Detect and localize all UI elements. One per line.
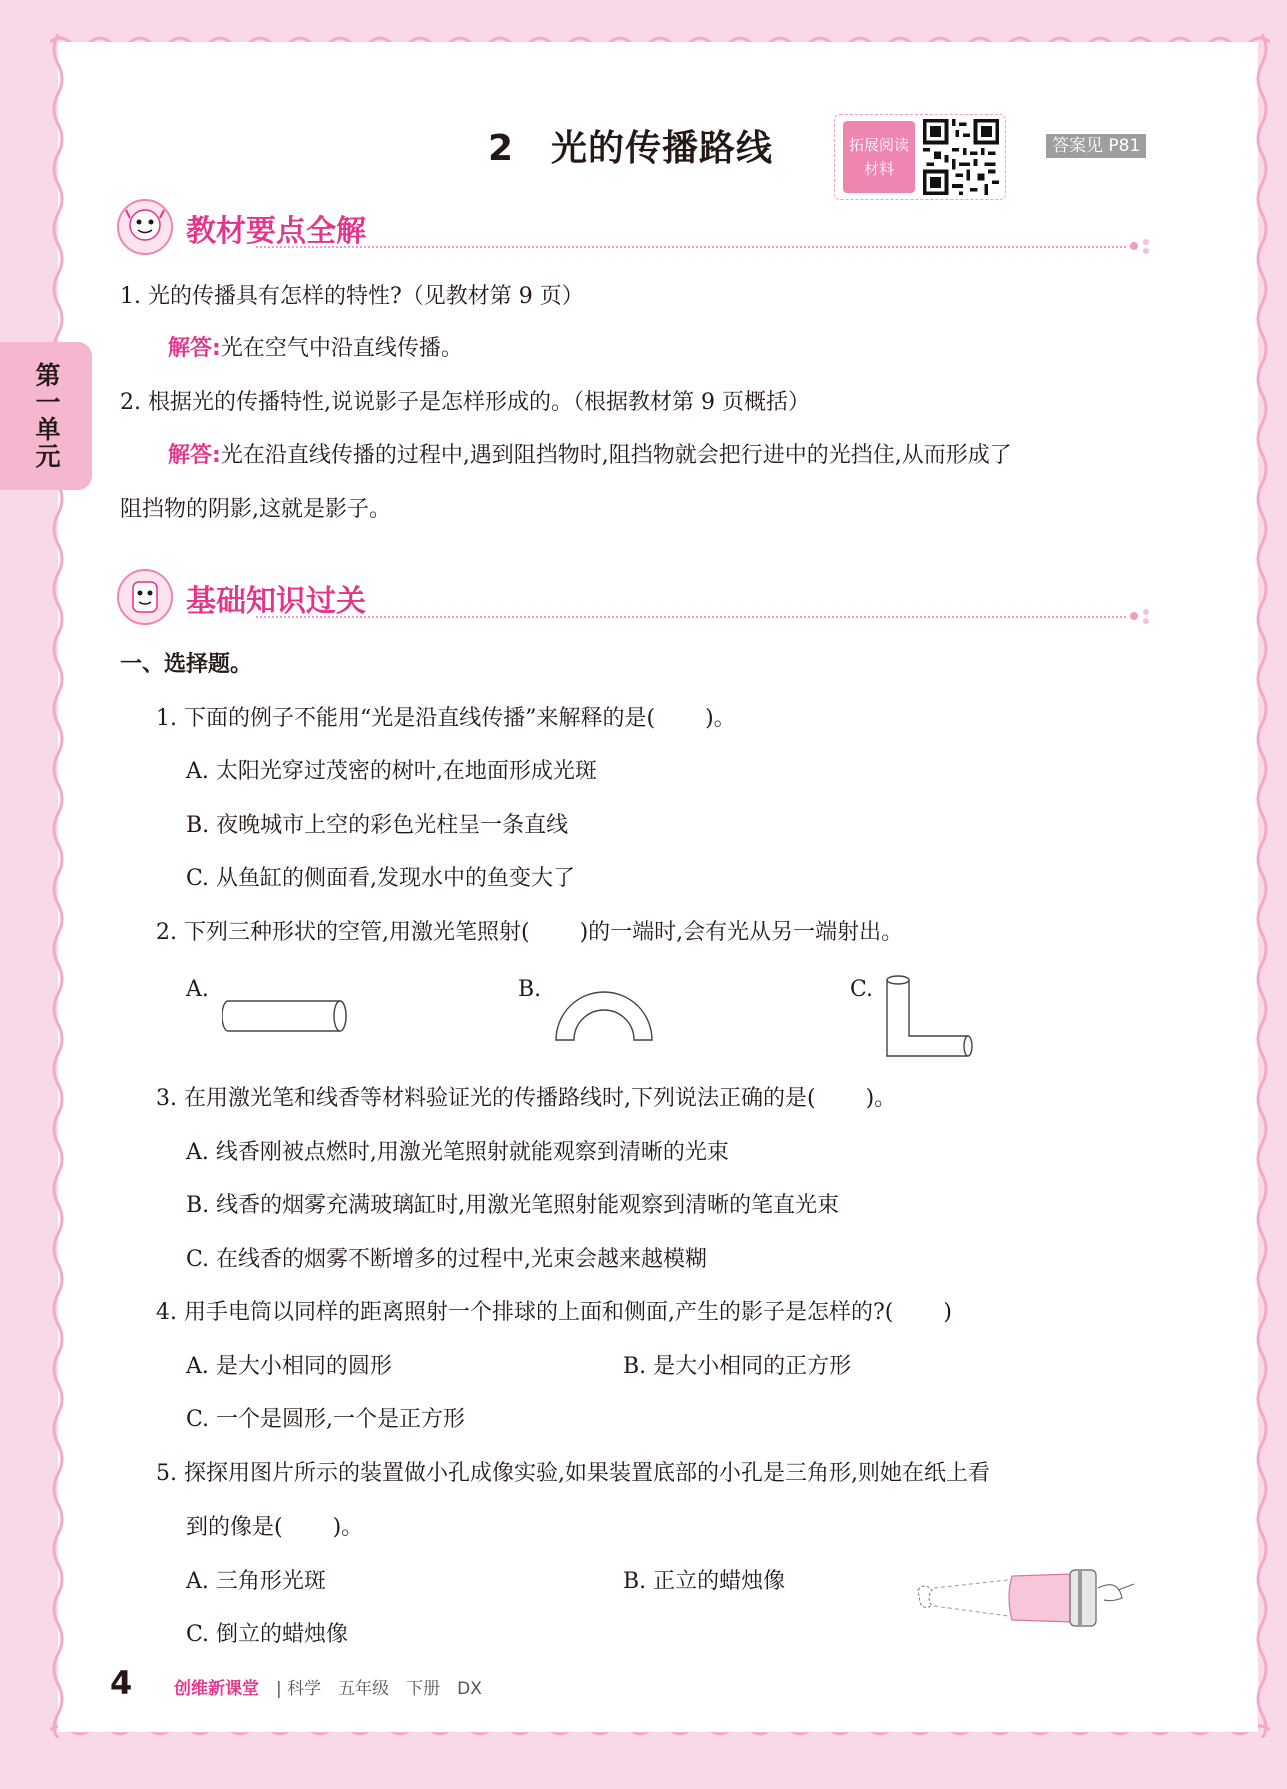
curved-tube-figure [552,988,656,1044]
answer-text: 光在空气中沿直线传播。 [220,336,463,361]
cartoon-mascot-icon [116,198,174,256]
question-1-stem [156,704,736,734]
answer-label: 解答: [168,443,221,468]
unit-tab-label: 第一单元 [32,362,61,470]
question-stem-text: 1. 下面的例子不能用“光是沿直线传播”来解释的是( [156,706,656,731]
page-border-right [1254,34,1270,1738]
section1-title: 教材要点全解 [186,214,366,249]
q5-option-a[interactable]: A. 三角形光斑 [186,1569,326,1594]
question-stem-text: 3. 在用激光笔和线香等材料验证光的传播路线时,下列说法正确的是( [156,1086,816,1111]
unit-tab[interactable] [0,342,92,490]
pinhole-camera-figure [912,1560,1140,1636]
question-4-stem [156,1298,952,1328]
answer-text: 光在沿直线传播的过程中,遇到阻挡物时,阻挡物就会把行进中的光挡住,从而形成了 [220,443,1012,468]
question-stem-text: 4. 用手电筒以同样的距离照射一个排球的上面和侧面,产生的影子是怎样的?( [156,1300,894,1325]
q3-option-b[interactable]: B. 线香的烟雾充满玻璃缸时,用激光笔照射能观察到清晰的笔直光束 [186,1193,840,1218]
decorative-dots-icon [1128,236,1158,256]
q4-option-c[interactable]: C. 一个是圆形,一个是正方形 [186,1407,466,1432]
s1-question-1: 1. 光的传播具有怎样的特性?（见教材第 9 页） [120,284,584,309]
s1-question-2: 2. 根据光的传播特性,说说影子是怎样形成的。（根据教材第 9 页概括） [120,390,810,415]
q5-option-b[interactable]: B. 正立的蜡烛像 [623,1569,786,1594]
question-2-stem [156,918,903,948]
extended-reading-line2: 材料 [863,160,894,178]
answer-reference-badge: 答案见 P81 [1046,134,1146,158]
section2-title: 基础知识过关 [186,584,366,619]
page-border-left [50,34,66,1738]
footer-subtitle: | 科学 五年级 下册 DX [276,1679,482,1699]
answer-label: 解答: [168,336,221,361]
q5-option-c[interactable]: C. 倒立的蜡烛像 [186,1622,349,1647]
question-5-stem-cont [186,1513,363,1543]
question-stem-end: )的一端时,会有光从另一端射出。 [579,920,904,945]
q1-option-a[interactable]: A. 太阳光穿过茂密的树叶,在地面形成光斑 [186,759,597,784]
l-shaped-tube-figure [880,972,976,1062]
s1-answer-1 [168,334,463,364]
section2-divider [256,616,1126,618]
q3-option-a[interactable]: A. 线香刚被点燃时,用激光笔照射就能观察到清晰的光束 [186,1140,729,1165]
page-number: 4 [110,1664,133,1702]
q4-option-a[interactable]: A. 是大小相同的圆形 [186,1354,392,1379]
q3-option-c[interactable]: C. 在线香的烟雾不断增多的过程中,光束会越来越模糊 [186,1247,708,1272]
extended-reading-line1: 拓展阅读 [848,136,909,154]
q1-option-c[interactable]: C. 从鱼缸的侧面看,发现水中的鱼变大了 [186,866,576,891]
part-heading: 一、选择题。 [120,652,253,677]
q4-option-b[interactable]: B. 是大小相同的正方形 [623,1354,852,1379]
q2-option-c[interactable]: C. [850,977,874,1002]
s1-answer-2 [168,441,1012,471]
q2-option-a[interactable]: A. [186,977,209,1002]
section1-header [116,198,1156,260]
cartoon-mascot-icon [116,568,174,626]
section2-header [116,568,1156,630]
qr-code-icon[interactable] [923,119,999,195]
question-stem-end: ) [943,1300,952,1325]
question-stem-end: )。 [705,706,736,731]
question-5-stem: 5. 探探用图片所示的装置做小孔成像实验,如果装置底部的小孔是三角形,则她在纸上看 [156,1461,990,1486]
footer-brand: 创维新课堂 [174,1679,259,1699]
question-stem-end: )。 [332,1515,364,1540]
lesson-title: 2 光的传播路线 [488,128,774,169]
decorative-dots-icon [1128,606,1158,626]
question-3-stem [156,1084,896,1114]
q2-option-b[interactable]: B. [518,977,542,1002]
question-stem-text: 到的像是( [186,1515,283,1540]
extended-reading-label [843,121,915,193]
s1-answer-2-cont: 阻挡物的阴影,这就是影子。 [120,497,391,522]
question-stem-end: )。 [865,1086,897,1111]
q1-option-b[interactable]: B. 夜晚城市上空的彩色光柱呈一条直线 [186,813,569,838]
question-stem-text: 2. 下列三种形状的空管,用激光笔照射( [156,920,530,945]
straight-tube-figure [222,996,350,1036]
extended-reading-box[interactable] [834,114,1006,200]
section1-divider [256,246,1126,248]
